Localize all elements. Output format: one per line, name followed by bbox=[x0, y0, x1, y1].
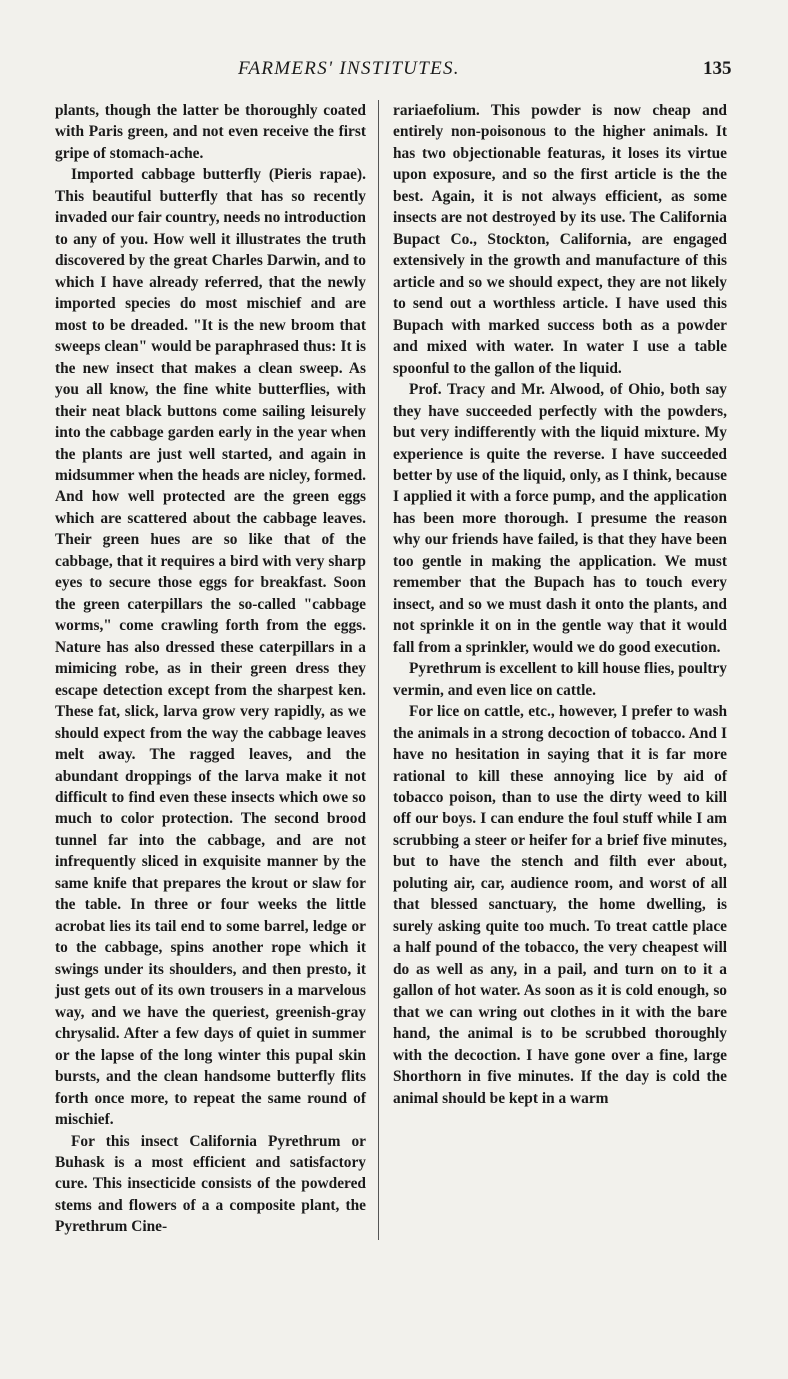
running-head: FARMERS' INSTITUTES. bbox=[238, 58, 460, 79]
paragraph-continuation: plants, though the latter be thoroughly coated with Paris green, and not even receive the first gripe of stomach-ache. bbox=[55, 102, 366, 162]
paragraph-powder: rariaefolium. This powder is now cheap and entirely non-poisonous to the higher animals. It has two objectionable featuras, it loses its virtue upon exposure, and so the first article is the the best. Again, it is not always efficient, as some insects are not destroyed by its use. The California Bupact Co., Stockton, California, are engaged extensively in the growth and manufacture of this article and so we should expect, they are not likely to send out a worthless article. I have used this Bupach with marked success both as a powder and mixed with water. In water I use a table spoonful to the gallon of the liquid. bbox=[393, 102, 727, 377]
paragraph-tracy-alwood: Prof. Tracy and Mr. Alwood, of Ohio, both say they have succeeded perfectly with the powders, but very indifferently with the liquid mixture. My experience is quite the reverse. I have succeeded better by use of the liquid, only, as I think, because I applied it with a force pump, and the application has been more thorough. I presume the reason why our friends have failed, is that they have been too gentle in making the application. We must remember that the Bupach has to touch every insect, and so we must dash it onto the plants, and not sprinkle it on in the gentle way that it would fall from a sprinkler, would we do good execution. bbox=[393, 381, 727, 656]
page-number: 135 bbox=[703, 58, 732, 79]
paragraph-house-flies: Pyrethrum is excellent to kill house flies, poultry vermin, and even lice on cattle. bbox=[393, 660, 727, 699]
paragraph-pyrethrum-cure: For this insect California Pyrethrum or Buhask is a most efficient and satisfactory cure. This insecticide consists of the powdered stems and flowers of a a composite plant, the Pyrethrum Cine- bbox=[55, 1132, 366, 1236]
paragraph-cabbage-butterfly: Imported cabbage butterfly (Pieris rapae). This beautiful butterfly that has so recently invaded our fair country, needs no introduction to any of you. How well it illustrates the truth discovered by the great Charles Darwin, and to which I have already referred, that the newly imported species do most mischief and are most to be dreaded. "It is the new broom that sweeps clean" would be paraphrased thus: It is the new insect that makes a clean sweep. As you all know, the fine white butterflies, with their neat black buttons come sailing leisurely into the cabbage garden early in the year when the plants are just well started, and again in midsummer when the heads are nicley, formed. And how well protected are the green eggs which are scattered about the cabbage leaves. Their green hues are so like that of the cabbage, that it requires a bird with very sharp eyes to secure those eggs for breakfast. Soon the green caterpillars the so-called "cabbage worms," come crawling forth from the eggs. Nature has also dressed these caterpillars in a mimicing robe, as in their green dress they escape detection except from the sharpest ken. These fat, slick, larva grow very rapidly, as we should expect from the way the cabbage leaves melt away. The ragged leaves, and the abundant droppings of the larva make it not difficult to find even these insects which owe so much to color protection. The second brood tunnel far into the cabbage, and are not infrequently sliced in exquisite manner by the same knife that prepares the krout or slaw for the table. In three or four weeks the little acrobat lies its tail end to some barrel, ledge or to the cabbage, spins another rope which it swings under its shoulders, and then presto, it just gets out of its own trousers in a marvelous way, and we have the queriest, greenish-gray chrysalid. After a few days of quiet in summer or the lapse of the long winter this pupal skin bursts, and the clean handsome butterfly flits forth once more, to repeat the same round of mischief. bbox=[55, 166, 366, 1129]
left-column bbox=[55, 100, 366, 1238]
paragraph-lice-tobacco: For lice on cattle, etc., however, I prefer to wash the animals in a strong decoction of tobacco. And I have no hesitation in saying that it is far more rational to kill these annoying lice by aid of tobacco poison, than to use the dirty weed to kill off our boys. I can endure the foul stuff while I am scrubbing a steer or heifer for a brief five minutes, but to have the stench and filth ever about, poluting air, car, audience room, and worst of all that blessed sanctuary, the home dwelling, is surely asking quite too much. To treat cattle place a half pound of the tobacco, the very cheapest will do as well as any, in a pail, and turn on to it a gallon of hot water. As soon as it is cold enough, so that we can wring out clothes in it with the bare hand, the animal is to be scrubbed thoroughly with the decoction. I have gone over a fine, large Shorthorn in five minutes. If the day is cold the animal should be kept in a warm bbox=[393, 703, 727, 1107]
right-column bbox=[393, 100, 727, 1109]
page-header bbox=[0, 52, 788, 82]
column-divider bbox=[378, 100, 379, 1240]
